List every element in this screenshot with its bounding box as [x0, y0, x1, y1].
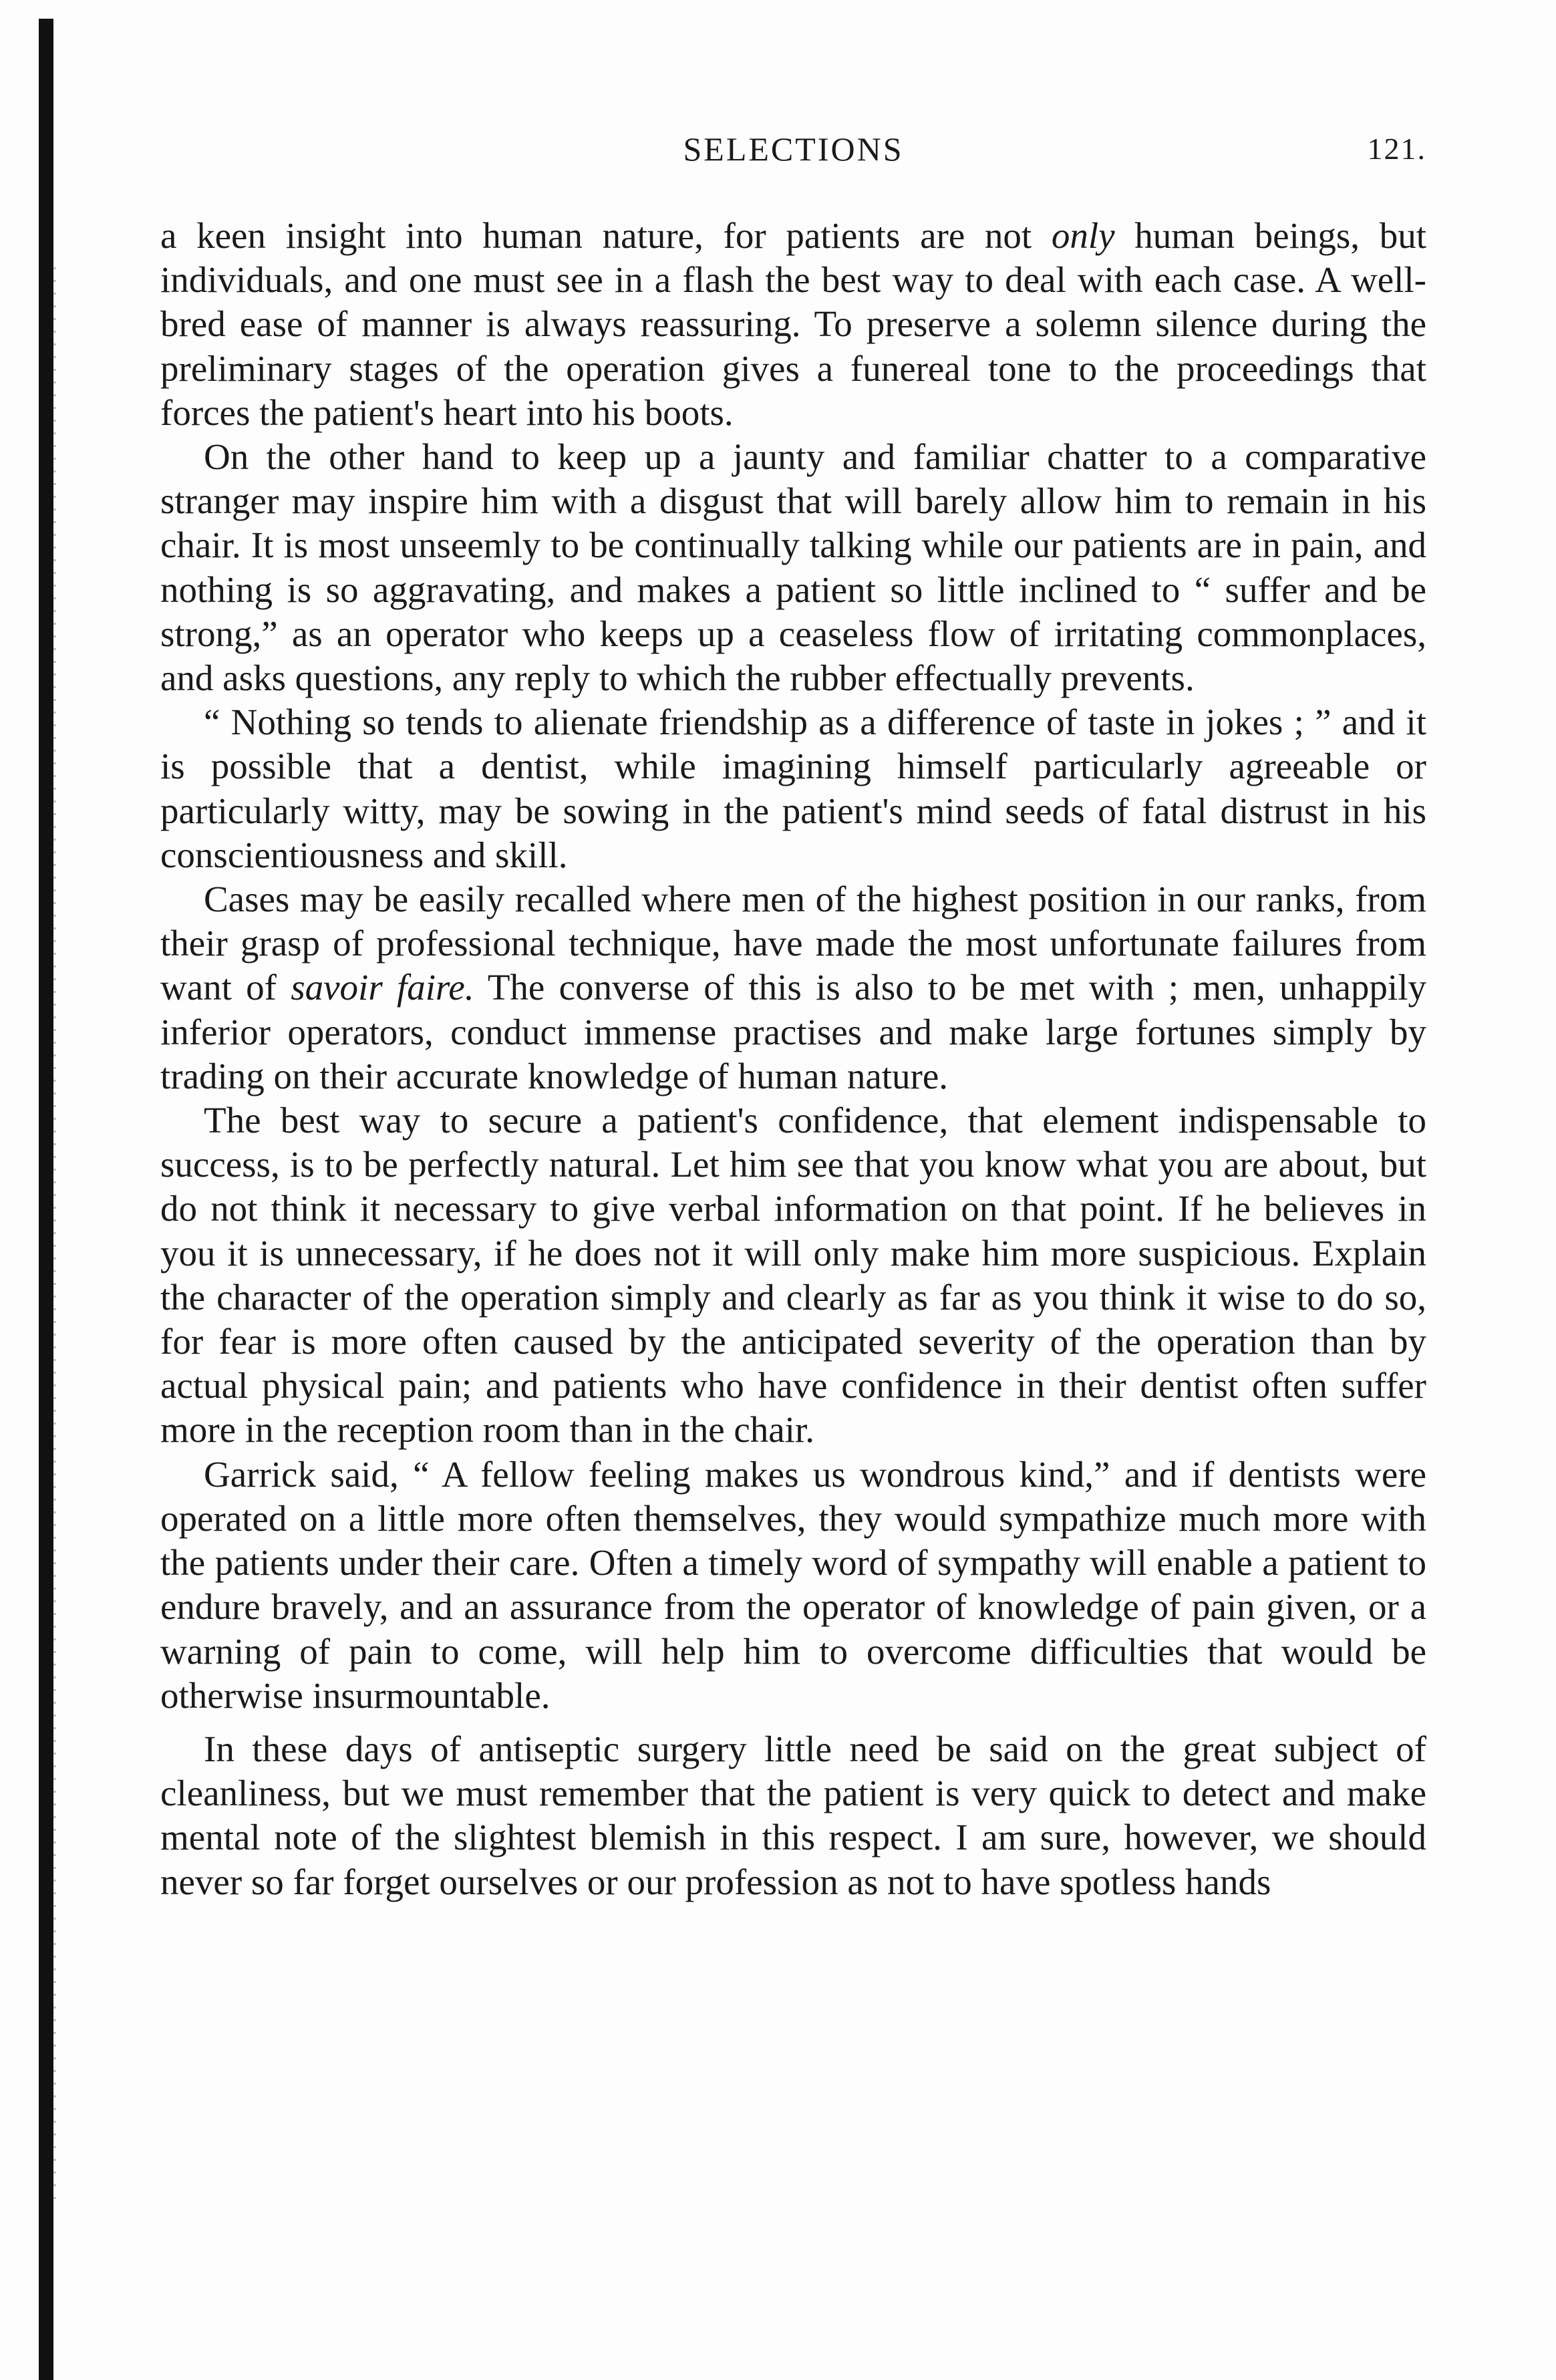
paragraph-1	[160, 214, 1426, 435]
body-text	[160, 214, 1426, 1904]
paragraph-5: The best way to secure a patient's confidence, that element indispensable to success, is to be perfectly natural. Let him see that you know what you are about, but do not think it necessary to give verbal information on that point. If he believes in you it is unnecessary, if he does not it will only make him more suspicious. Explain the character of the operation simply and clearly as far as you think it wise to do so, for fear is more often caused by the anticipated severity of the operation than by actual physical pain; and patients who have confidence in their dentist often suffer more in the reception room than in the chair.	[160, 1100, 1426, 1451]
paragraph-7: In these days of antiseptic surgery little need be said on the great subject of cleanliness, but we must remember that the patient is very quick to detect and make mental note of the slightest blemish in this respect. I am sure, however, we should never so far forget ourselves or our profession as not to have spotless hands	[160, 1728, 1426, 1902]
paragraph-3: “ Nothing so tends to alienate friendship as a difference of taste in jokes ; ” and it is possible that a dentist, while imagining himself particularly agreeable or particularly witty, may be sowing in the patient's mind seeds of fatal distrust in his conscientiousness and skill.	[160, 702, 1426, 875]
paragraph-4-text-a: Cases may be easily recalled where men of the highest position in our ranks, from their grasp of professional technique, have made the most unfortunate failures from want of	[160, 879, 1426, 1008]
paragraph-2: On the other hand to keep up a jaunty and familiar chatter to a comparative stranger may inspire him with a disgust that will barely allow him to remain in his chair. It is most unseemly to be continually talking while our patients are in pain, and nothing is so aggravating, and makes a patient so little inclined to “ suffer and be strong,” as an operator who keeps up a ceaseless flow of irritating commonplaces, and asks questions, any reply to which the rubber effectually prevents.	[160, 436, 1426, 699]
paragraph-1-text-a: a keen insight into human nature, for patients are not	[160, 215, 1052, 256]
binding-edge	[39, 19, 53, 2380]
page-number: 121.	[1367, 132, 1426, 166]
paragraph-4	[160, 877, 1426, 1098]
binding-shadow	[53, 267, 56, 2205]
page-header	[160, 126, 1426, 172]
paragraph-1-text-b: human beings, but individuals, and one must see in a flash the best way to deal with each case. A well-bred ease of manner is always reassuring. To preserve a solemn silence during the preliminary stages of the operation gives a funereal tone to the proceedings that forces the patient's heart into his boots.	[160, 215, 1426, 433]
running-title: SELECTIONS	[683, 130, 904, 168]
paragraph-6: Garrick said, “ A fellow feeling makes us wondrous kind,” and if dentists were operated on a little more often themselves, they would sympathize much more with the patients under their care. Often a timely word of sympathy will enable a patient to endure bravely, and an assurance from the operator of knowledge of pain given, or a warning of pain to come, will help him to overcome difficulties that would be otherwise insurmountable.	[160, 1453, 1426, 1716]
paragraph-4-italic: savoir faire.	[291, 967, 474, 1008]
paragraph-4-text-b: The converse of this is also to be met with ; men, unhappily inferior operators, conduct immense practises and make large fortunes simply by trading on their accurate knowledge of human nature.	[160, 967, 1426, 1096]
paragraph-1-italic: only	[1051, 215, 1115, 256]
